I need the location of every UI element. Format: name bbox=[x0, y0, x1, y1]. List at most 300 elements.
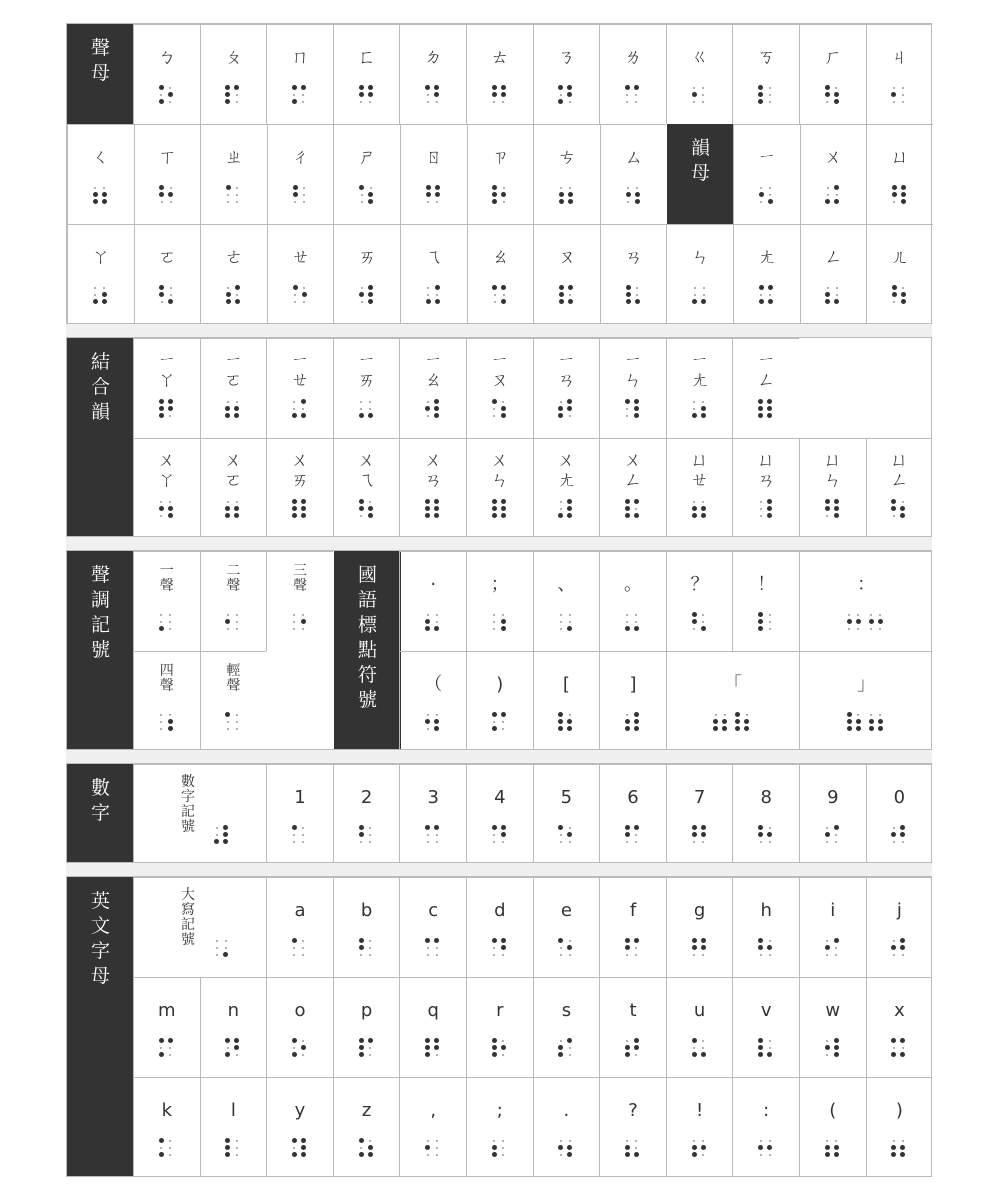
symbol-cell bbox=[466, 764, 533, 864]
braille-dot bbox=[636, 287, 638, 289]
symbol-cell bbox=[733, 224, 800, 324]
braille-dot bbox=[560, 401, 562, 403]
symbol-cell bbox=[732, 438, 799, 538]
braille-dot bbox=[567, 626, 572, 631]
braille-dot bbox=[359, 938, 364, 943]
braille-dot bbox=[225, 1152, 230, 1157]
braille-dot bbox=[559, 285, 564, 290]
braille-dot bbox=[569, 621, 571, 623]
braille-dot bbox=[216, 827, 218, 829]
braille-dot bbox=[502, 1054, 504, 1056]
symbol-label: v bbox=[760, 1000, 772, 1021]
braille-cell bbox=[625, 612, 641, 632]
braille-dot bbox=[878, 719, 883, 724]
braille-dot bbox=[501, 499, 506, 504]
braille-dot bbox=[168, 92, 173, 97]
braille-dot bbox=[302, 628, 304, 630]
letters-title: 英文字母 bbox=[90, 890, 110, 987]
braille-dot bbox=[301, 413, 306, 418]
braille-dot bbox=[168, 192, 173, 197]
braille-dot bbox=[758, 413, 763, 418]
separator bbox=[66, 862, 932, 877]
braille-dot bbox=[501, 945, 506, 950]
braille-dot bbox=[879, 614, 881, 616]
braille-cell bbox=[425, 712, 441, 732]
braille-dot bbox=[768, 199, 773, 204]
braille-dot bbox=[492, 825, 497, 830]
braille-dot bbox=[502, 841, 504, 843]
braille-dot bbox=[760, 841, 762, 843]
symbol-label: ! bbox=[695, 1100, 704, 1121]
braille-dot bbox=[902, 287, 904, 289]
braille-dot bbox=[301, 513, 306, 518]
braille-dot bbox=[893, 1140, 895, 1142]
braille-dot bbox=[159, 1038, 164, 1043]
symbol-cell bbox=[732, 877, 799, 977]
braille-dot bbox=[635, 299, 640, 304]
symbol-label: ㄧ ㄣ bbox=[623, 350, 642, 391]
braille-dot bbox=[902, 1047, 904, 1049]
symbol-cell bbox=[732, 764, 799, 864]
braille-dot bbox=[493, 415, 495, 417]
braille-dot bbox=[225, 712, 230, 717]
braille-dot bbox=[569, 1054, 571, 1056]
symbol-cell bbox=[599, 651, 666, 751]
braille-dot bbox=[558, 719, 563, 724]
symbol-label: g bbox=[693, 900, 706, 921]
symbol-label: ㄉ bbox=[424, 47, 443, 68]
braille-cell bbox=[559, 285, 575, 305]
braille-dot bbox=[427, 94, 429, 96]
symbol-label: ㄧ ㄥ bbox=[757, 350, 776, 391]
symbol-cell bbox=[666, 438, 733, 538]
braille-dot bbox=[225, 92, 230, 97]
braille-cell bbox=[359, 85, 375, 105]
symbol-label: i bbox=[830, 900, 836, 921]
braille-dot bbox=[635, 192, 640, 197]
braille-dot bbox=[359, 945, 364, 950]
braille-dot bbox=[758, 612, 763, 617]
braille-dot bbox=[835, 1140, 837, 1142]
symbol-label: ㄕ bbox=[358, 147, 377, 168]
braille-cell bbox=[558, 399, 574, 419]
braille-dot bbox=[634, 399, 639, 404]
braille-dot bbox=[569, 954, 571, 956]
symbol-label: z bbox=[361, 1100, 372, 1121]
braille-dot bbox=[236, 101, 238, 103]
symbol-cell bbox=[266, 1077, 333, 1177]
braille-dot bbox=[160, 1047, 162, 1049]
symbol-label: ; bbox=[496, 1100, 503, 1121]
braille-dot bbox=[302, 940, 304, 942]
braille-dot bbox=[169, 415, 171, 417]
braille-dot bbox=[434, 719, 439, 724]
braille-dot bbox=[891, 945, 896, 950]
symbol-label: : bbox=[763, 1100, 770, 1121]
braille-cell bbox=[758, 612, 774, 632]
symbol-cell bbox=[866, 1077, 933, 1177]
braille-dot bbox=[225, 99, 230, 104]
braille-dot bbox=[769, 187, 771, 189]
braille-dot bbox=[425, 619, 430, 624]
braille-cell bbox=[225, 612, 241, 632]
braille-dot bbox=[426, 192, 431, 197]
braille-dot bbox=[558, 85, 563, 90]
braille-dot bbox=[160, 621, 162, 623]
braille-dot bbox=[567, 726, 572, 731]
braille-dot bbox=[361, 287, 363, 289]
braille-cell bbox=[359, 1038, 375, 1058]
braille-dot bbox=[769, 940, 771, 942]
braille-dot bbox=[368, 299, 373, 304]
braille-dot bbox=[360, 101, 362, 103]
braille-dot bbox=[893, 841, 895, 843]
braille-dot bbox=[302, 841, 304, 843]
braille-dot bbox=[369, 408, 371, 410]
symbol-label: ㄨ ㄟ bbox=[357, 450, 376, 491]
braille-dot bbox=[493, 834, 495, 836]
braille-dot bbox=[301, 1138, 306, 1143]
braille-dot bbox=[626, 614, 628, 616]
braille-dot bbox=[301, 1152, 306, 1157]
braille-dot bbox=[558, 99, 563, 104]
braille-dot bbox=[368, 85, 373, 90]
braille-dot bbox=[900, 945, 905, 950]
braille-dot bbox=[436, 201, 438, 203]
braille-dot bbox=[234, 513, 239, 518]
symbol-label: h bbox=[760, 900, 772, 921]
braille-dot bbox=[293, 834, 295, 836]
braille-dot bbox=[760, 508, 762, 510]
symbol-cell bbox=[599, 1077, 666, 1177]
symbol-cell bbox=[799, 438, 866, 538]
braille-dot bbox=[292, 1052, 297, 1057]
braille-dot bbox=[869, 619, 874, 624]
braille-dot bbox=[160, 94, 162, 96]
braille-dot bbox=[744, 719, 749, 724]
braille-dot bbox=[758, 85, 763, 90]
symbol-label: ㄩ ㄥ bbox=[890, 450, 909, 491]
braille-dot bbox=[227, 401, 229, 403]
braille-dot bbox=[225, 619, 230, 624]
symbol-cell bbox=[533, 877, 600, 977]
braille-dot bbox=[559, 192, 564, 197]
braille-dot bbox=[168, 399, 173, 404]
braille-dot bbox=[635, 834, 637, 836]
braille-dot bbox=[567, 85, 572, 90]
braille-dot bbox=[427, 728, 429, 730]
braille-dot bbox=[834, 199, 839, 204]
braille-cell bbox=[292, 825, 308, 845]
braille-dot bbox=[758, 406, 763, 411]
braille-dot bbox=[102, 192, 107, 197]
braille-cell bbox=[359, 1138, 375, 1158]
symbol-label: 三 聲 bbox=[292, 563, 307, 594]
symbol-label: 3 bbox=[427, 787, 439, 808]
braille-dot bbox=[159, 413, 164, 418]
braille-dot bbox=[293, 285, 298, 290]
symbol-cell bbox=[732, 1077, 799, 1177]
braille-dot bbox=[702, 1040, 704, 1042]
braille-cell bbox=[625, 399, 641, 419]
symbol-label: ㄝ bbox=[291, 247, 310, 268]
braille-dot bbox=[160, 714, 162, 716]
braille-dot bbox=[225, 940, 227, 942]
symbol-label: 「 bbox=[723, 674, 742, 695]
braille-dot bbox=[634, 825, 639, 830]
braille-dot bbox=[560, 954, 562, 956]
symbol-cell bbox=[466, 24, 533, 124]
braille-dot bbox=[634, 499, 639, 504]
braille-dot bbox=[834, 1152, 839, 1157]
braille-dot bbox=[234, 1038, 239, 1043]
symbol-label: ㄧ ㄛ bbox=[224, 350, 243, 391]
section-phonetic bbox=[66, 23, 932, 324]
symbol-cell bbox=[599, 764, 666, 864]
braille-dot bbox=[559, 292, 564, 297]
tones-title: 聲調記號 bbox=[90, 564, 110, 661]
braille-dot bbox=[825, 299, 830, 304]
braille-dot bbox=[900, 825, 905, 830]
symbol-cell bbox=[399, 1077, 466, 1177]
braille-dot bbox=[492, 1052, 497, 1057]
braille-dot bbox=[369, 940, 371, 942]
braille-dot bbox=[767, 1052, 772, 1057]
braille-dot bbox=[235, 299, 240, 304]
braille-dot bbox=[760, 1154, 762, 1156]
braille-dot bbox=[435, 299, 440, 304]
braille-cell bbox=[426, 185, 442, 205]
symbol-cell bbox=[866, 124, 933, 224]
braille-dot bbox=[834, 938, 839, 943]
braille-dot bbox=[292, 413, 297, 418]
braille-dot bbox=[891, 499, 896, 504]
braille-dot bbox=[236, 721, 238, 723]
braille-cell bbox=[492, 499, 508, 519]
braille-cell bbox=[93, 285, 109, 305]
symbol-label: o bbox=[294, 1000, 306, 1021]
braille-dot bbox=[735, 712, 740, 717]
braille-dot bbox=[834, 185, 839, 190]
braille-dot bbox=[769, 1040, 771, 1042]
symbol-label: ㄧ ㄝ bbox=[290, 350, 309, 391]
symbol-cell bbox=[67, 224, 134, 324]
braille-dot bbox=[569, 101, 571, 103]
braille-dot bbox=[493, 841, 495, 843]
braille-dot bbox=[626, 1040, 628, 1042]
symbol-label: ！ bbox=[757, 574, 776, 595]
braille-dot bbox=[568, 299, 573, 304]
braille-dot bbox=[492, 726, 497, 731]
braille-dot bbox=[825, 1152, 830, 1157]
braille-dot bbox=[891, 832, 896, 837]
braille-dot bbox=[225, 1138, 230, 1143]
symbol-label: s bbox=[561, 1000, 572, 1021]
braille-dot bbox=[758, 619, 763, 624]
braille-dot bbox=[893, 1047, 895, 1049]
braille-dot bbox=[359, 506, 364, 511]
symbol-cell bbox=[333, 764, 400, 864]
braille-dot bbox=[692, 832, 697, 837]
braille-dot bbox=[901, 192, 906, 197]
braille-cell bbox=[225, 1038, 241, 1058]
braille-dot bbox=[360, 841, 362, 843]
braille-dot bbox=[692, 1052, 697, 1057]
braille-dot bbox=[293, 614, 295, 616]
braille-dot bbox=[769, 1047, 771, 1049]
symbol-label: ㄓ bbox=[224, 147, 243, 168]
braille-dot bbox=[567, 945, 572, 950]
braille-dot bbox=[560, 1140, 562, 1142]
braille-dot bbox=[501, 832, 506, 837]
symbol-label: k bbox=[161, 1100, 173, 1121]
braille-dot bbox=[159, 292, 164, 297]
symbol-label: ( bbox=[829, 1100, 837, 1121]
braille-dot bbox=[226, 299, 231, 304]
braille-dot bbox=[900, 1152, 905, 1157]
braille-dot bbox=[869, 719, 874, 724]
braille-dot bbox=[102, 299, 107, 304]
symbol-cell bbox=[533, 1077, 600, 1177]
braille-dot bbox=[769, 841, 771, 843]
braille-dot bbox=[758, 99, 763, 104]
braille-dot bbox=[236, 294, 238, 296]
braille-cell bbox=[492, 285, 508, 305]
braille-dot bbox=[303, 194, 305, 196]
braille-dot bbox=[293, 408, 295, 410]
braille-dot bbox=[359, 832, 364, 837]
braille-dot bbox=[847, 719, 852, 724]
braille-dot bbox=[746, 714, 748, 716]
braille-dot bbox=[826, 954, 828, 956]
symbol-label: ㄧ ㄠ bbox=[424, 350, 443, 391]
symbol-cell bbox=[533, 438, 600, 538]
braille-dot bbox=[558, 513, 563, 518]
symbol-cell bbox=[800, 224, 867, 324]
symbol-label: ㄧ ㄞ bbox=[357, 350, 376, 391]
braille-dot bbox=[827, 187, 829, 189]
braille-dot bbox=[879, 714, 881, 716]
braille-dot bbox=[360, 408, 362, 410]
braille-dot bbox=[225, 1145, 230, 1150]
braille-dot bbox=[303, 301, 305, 303]
braille-cell bbox=[758, 1038, 774, 1058]
braille-dot bbox=[94, 287, 96, 289]
symbol-cell bbox=[133, 24, 200, 124]
symbol-cell bbox=[599, 977, 666, 1077]
braille-dot bbox=[693, 1047, 695, 1049]
braille-dot bbox=[627, 187, 629, 189]
braille-dot bbox=[434, 413, 439, 418]
symbol-cell bbox=[600, 224, 667, 324]
symbol-cell bbox=[666, 24, 733, 124]
braille-dot bbox=[502, 954, 504, 956]
braille-dot bbox=[302, 1054, 304, 1056]
symbol-label: ㄧ ㄡ bbox=[490, 350, 509, 391]
braille-dot bbox=[900, 1145, 905, 1150]
braille-dot bbox=[292, 513, 297, 518]
symbol-cell bbox=[266, 877, 333, 977]
symbol-cell bbox=[333, 877, 400, 977]
braille-dot bbox=[302, 614, 304, 616]
braille-dot bbox=[368, 1152, 373, 1157]
braille-dot bbox=[625, 499, 630, 504]
symbol-cell bbox=[466, 1077, 533, 1177]
symbol-cell bbox=[533, 551, 600, 651]
braille-dot bbox=[900, 513, 905, 518]
braille-dot bbox=[359, 499, 364, 504]
braille-dot bbox=[836, 194, 838, 196]
braille-cell bbox=[869, 612, 885, 632]
braille-dot bbox=[834, 513, 839, 518]
braille-dot bbox=[292, 1138, 297, 1143]
braille-cell bbox=[293, 185, 309, 205]
braille-dot bbox=[160, 1147, 162, 1149]
braille-dot bbox=[427, 841, 429, 843]
separator bbox=[66, 323, 932, 338]
braille-dot bbox=[292, 99, 297, 104]
braille-dot bbox=[160, 721, 162, 723]
braille-dot bbox=[436, 1147, 438, 1149]
braille-dot bbox=[878, 726, 883, 731]
braille-dot bbox=[293, 841, 295, 843]
braille-cell bbox=[825, 938, 841, 958]
braille-dot bbox=[302, 101, 304, 103]
braille-dot bbox=[227, 1047, 229, 1049]
braille-dot bbox=[558, 726, 563, 731]
symbol-label: 8 bbox=[760, 787, 772, 808]
symbol-label: ㄨ ㄞ bbox=[290, 450, 309, 491]
braille-dot bbox=[568, 285, 573, 290]
braille-dot bbox=[301, 399, 306, 404]
braille-dot bbox=[892, 292, 897, 297]
braille-dot bbox=[302, 954, 304, 956]
braille-dot bbox=[834, 1145, 839, 1150]
braille-dot bbox=[303, 187, 305, 189]
braille-dot bbox=[360, 401, 362, 403]
symbol-label: r bbox=[496, 1000, 504, 1021]
braille-dot bbox=[368, 413, 373, 418]
braille-dot bbox=[900, 832, 905, 837]
braille-dot bbox=[492, 1145, 497, 1150]
braille-dot bbox=[360, 515, 362, 517]
braille-dot bbox=[900, 1052, 905, 1057]
braille-dot bbox=[434, 406, 439, 411]
braille-dot bbox=[436, 1154, 438, 1156]
braille-cell bbox=[558, 825, 574, 845]
symbol-cell bbox=[732, 977, 799, 1077]
braille-dot bbox=[502, 1154, 504, 1156]
braille-dot bbox=[93, 192, 98, 197]
braille-dot bbox=[760, 294, 762, 296]
braille-dot bbox=[692, 413, 697, 418]
braille-dot bbox=[501, 513, 506, 518]
braille-dot bbox=[492, 938, 497, 943]
symbol-cell bbox=[134, 224, 201, 324]
braille-dot bbox=[501, 406, 506, 411]
braille-dot bbox=[569, 714, 571, 716]
braille-dot bbox=[567, 399, 572, 404]
braille-dot bbox=[758, 626, 763, 631]
braille-dot bbox=[169, 614, 171, 616]
symbol-cell bbox=[666, 338, 733, 438]
braille-dot bbox=[634, 406, 639, 411]
braille-cell bbox=[292, 1038, 308, 1058]
symbol-cell bbox=[799, 764, 866, 864]
symbol-cell bbox=[399, 764, 466, 864]
symbol-label: ) bbox=[496, 674, 504, 695]
braille-cell bbox=[692, 1138, 708, 1158]
